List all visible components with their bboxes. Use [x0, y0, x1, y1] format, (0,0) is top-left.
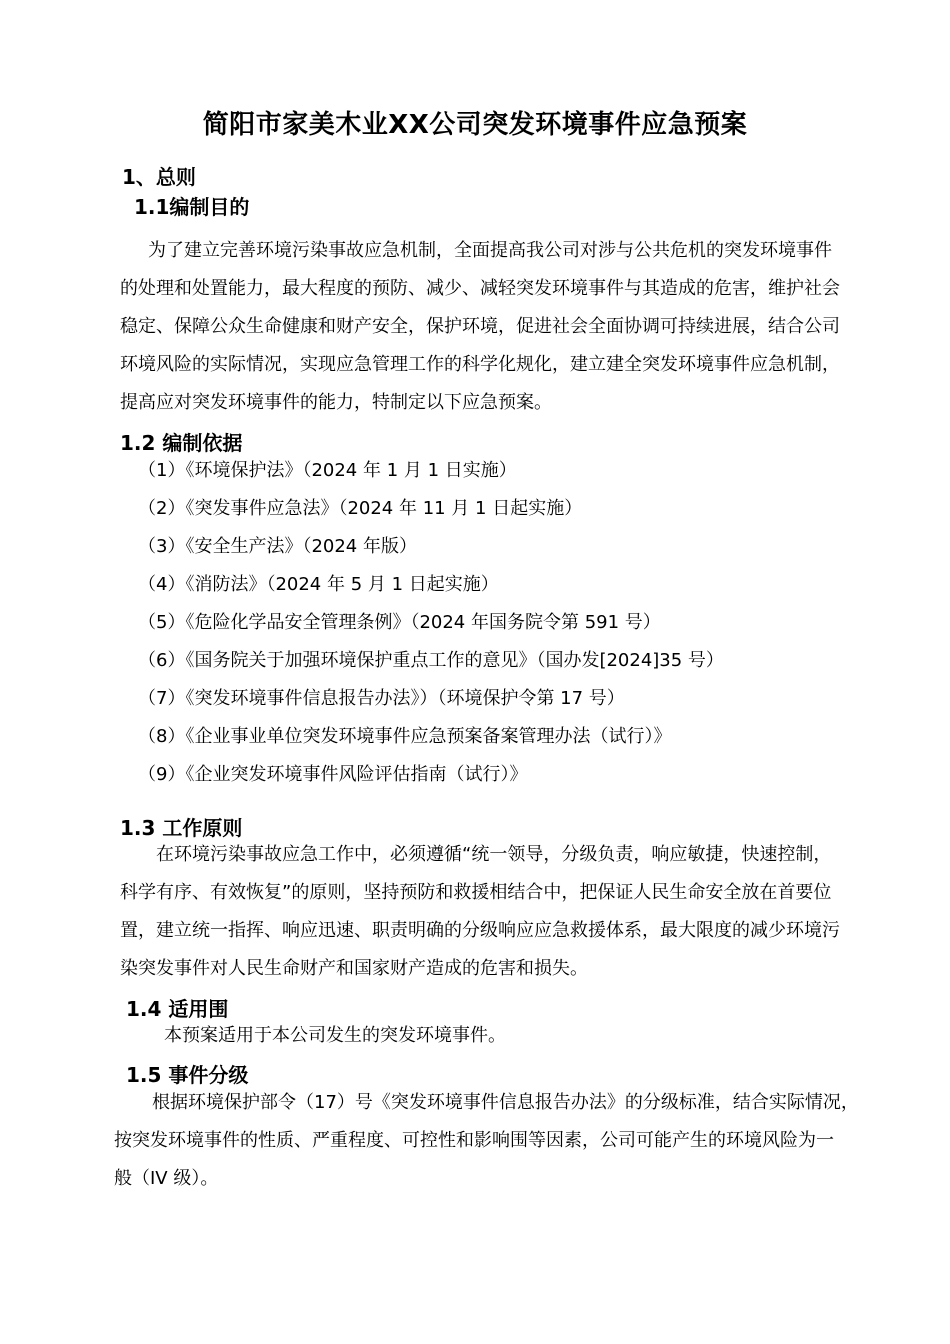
paragraph-line: 般（IV 级）。	[114, 1168, 219, 1189]
paragraph-line: 按突发环境事件的性质、严重程度、可控性和影响围等因素，公司可能产生的环境风险为一	[114, 1130, 834, 1151]
basis-list-item: （3）《安全生产法》（2024 年版）	[138, 536, 417, 557]
section-1-5-heading: 1.5 事件分级	[126, 1063, 249, 1087]
basis-list-item: （5）《危险化学品安全管理条例》（2024 年国务院令第 591 号）	[138, 612, 661, 633]
paragraph-line: 根据环境保护部令（17）号《突发环境事件信息报告办法》的分级标准，结合实际情况，	[152, 1092, 859, 1113]
document-title: 简阳市家美木业XX公司突发环境事件应急预案	[202, 110, 748, 140]
paragraph-line: 本预案适用于本公司发生的突发环境事件。	[164, 1025, 506, 1046]
basis-list-item: （6）《国务院关于加强环境保护重点工作的意见》（国办发[2024]35 号）	[138, 650, 724, 671]
paragraph-line: 在环境污染事故应急工作中，必须遵循“统一领导，分级负责，响应敏捷，快速控制，	[156, 844, 832, 865]
section-1-heading: 1、总则	[122, 165, 196, 189]
basis-list-item: （1）《环境保护法》（2024 年 1 月 1 日实施）	[138, 460, 517, 481]
basis-list-item: （7）《突发环境事件信息报告办法》）（环境保护令第 17 号）	[138, 688, 625, 709]
paragraph-line: 置，建立统一指挥、响应迅速、职责明确的分级响应应急救援体系，最大限度的减少环境污	[120, 920, 840, 941]
paragraph-line: 提高应对突发环境事件的能力，特制定以下应急预案。	[120, 392, 552, 413]
basis-list-item: （9）《企业突发环境事件风险评估指南（试行）》	[138, 764, 528, 785]
paragraph-line: 为了建立完善环境污染事故应急机制，全面提高我公司对涉与公共危机的突发环境事件	[148, 240, 832, 261]
basis-list-item: （2）《突发事件应急法》（2024 年 11 月 1 日起实施）	[138, 498, 583, 519]
section-1-2-heading: 1.2 编制依据	[120, 431, 243, 455]
basis-list-item: （8）《企业事业单位突发环境事件应急预案备案管理办法（试行）》	[138, 726, 672, 747]
basis-list-item: （4）《消防法》（2024 年 5 月 1 日起实施）	[138, 574, 499, 595]
paragraph-line: 染突发事件对人民生命财产和国家财产造成的危害和损失。	[120, 958, 588, 979]
section-1-1-heading: 1.1编制目的	[134, 195, 250, 219]
paragraph-line: 的处理和处置能力，最大程度的预防、减少、减轻突发环境事件与其造成的危害，维护社会	[120, 278, 840, 299]
section-1-3-heading: 1.3 工作原则	[120, 816, 243, 840]
paragraph-line: 环境风险的实际情况，实现应急管理工作的科学化规化，建立建全突发环境事件应急机制，	[120, 354, 840, 375]
paragraph-line: 科学有序、有效恢复”的原则，坚持预防和救援相结合中，把保证人民生命安全放在首要位	[120, 882, 832, 903]
paragraph-line: 稳定、保障公众生命健康和财产安全，保护环境，促进社会全面协调可持续进展，结合公司	[120, 316, 840, 337]
section-1-4-heading: 1.4 适用围	[126, 997, 229, 1021]
